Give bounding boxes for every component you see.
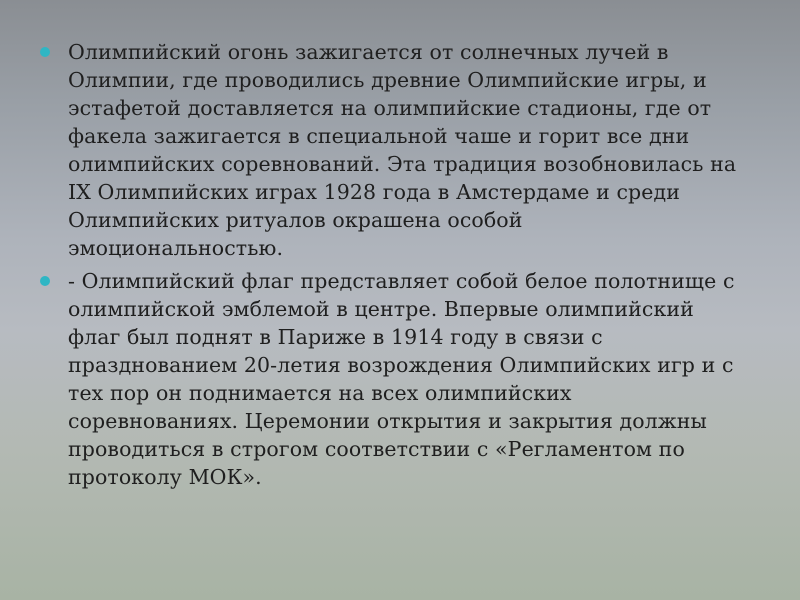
bullet-dot-icon [40, 276, 50, 286]
bullet-item [40, 267, 740, 491]
bullet-list [40, 38, 740, 496]
bullet-text: - Олимпийский флаг представляет собой белое полотнище с олимпийской эмблемой в центре. Впервые олимпийский флаг был поднят в Париже в 1914 году в связи с празднованием 20-летия возрождения Олимпийских игр и с тех пор он поднимается на всех олимпийских соревнованиях. Церемонии открытия и закрытия должны проводиться в строгом соответствии с «Регламентом по протоколу МОК». [68, 269, 735, 489]
bullet-item [40, 38, 740, 262]
bullet-dot-icon [40, 47, 50, 57]
bullet-text: Олимпийский огонь зажигается от солнечных лучей в Олимпии, где проводились древние Олимпийские игры, и эстафетой доставляется на олимпийские стадионы, где от факела зажигается в специальной чаше и горит все дни олимпийских соревнований. Эта традиция возобновилась на IX Олимпийских играх 1928 года в Амстердаме и среди Олимпийских ритуалов окрашена особой эмоциональностью. [68, 40, 737, 260]
